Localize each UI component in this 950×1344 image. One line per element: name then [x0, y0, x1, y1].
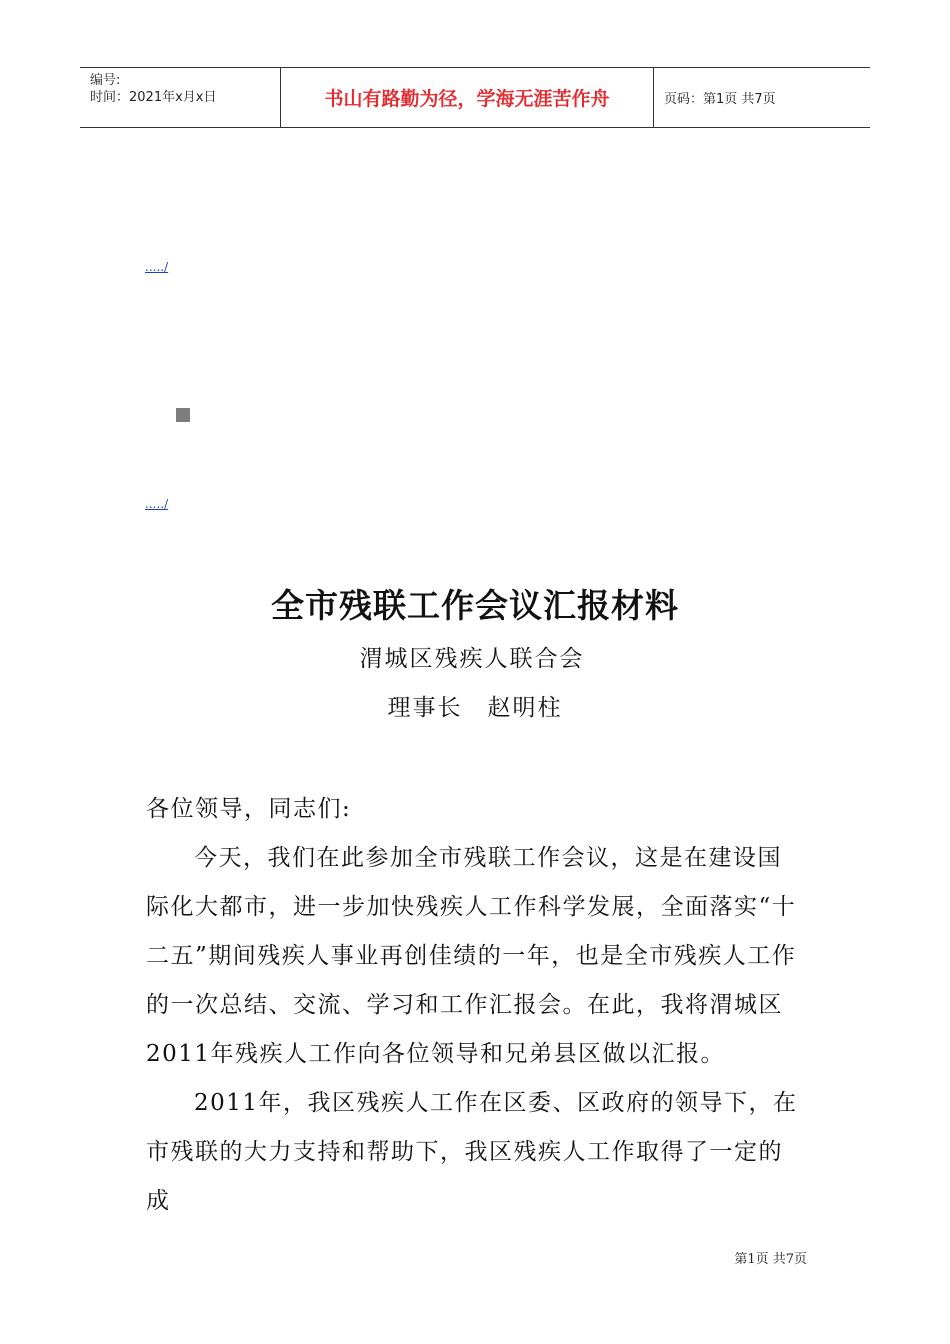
paragraph: 今天，我们在此参加全市残联工作会议，这是在建设国际化大都市，进一步加快残疾人工作科学发展，全面落实“十二五”期间残疾人事业再创佳绩的一年，也是全市残疾人工作的一次总结、交流、学习和工作汇报会。在此，我将渭城区2011年残疾人工作向各位领导和兄弟县区做以汇报。 — [146, 845, 797, 1067]
link-second[interactable]: ...../ — [145, 497, 169, 511]
page-header — [80, 67, 870, 128]
document-body — [146, 785, 806, 1226]
document-title: 全市残联工作会议汇报材料 — [271, 586, 679, 625]
header-meta-cell — [80, 68, 281, 127]
document-organization: 渭城区残疾人联合会 — [359, 646, 585, 672]
salutation: 各位领导，同志们: — [146, 796, 352, 822]
header-page-label: 页码：第1页 共7页 — [664, 92, 776, 107]
header-motto: 书山有路勤为径，学海无涯苦作舟 — [281, 68, 654, 127]
link-first[interactable]: ...../ — [145, 260, 169, 274]
paragraph: 2011年，我区残疾人工作在区委、区政府的领导下，在市残联的大力支持和帮助下，我区残疾人工作取得了一定的成 — [146, 1090, 798, 1214]
document-author: 理事长 赵明柱 — [387, 695, 563, 721]
image-placeholder-icon — [176, 408, 190, 422]
page-footer-number: 第1页 共7页 — [734, 1252, 807, 1267]
document-time-label: 时间：2021年x月x日 — [90, 90, 217, 105]
document-number-label: 编号: — [90, 73, 121, 88]
